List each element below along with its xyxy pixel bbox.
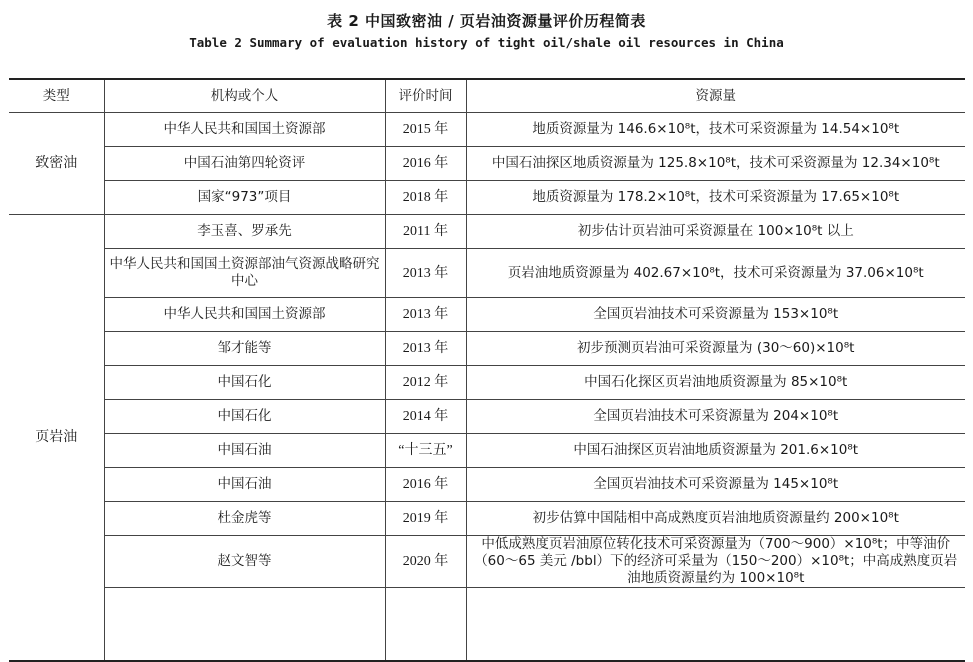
- amount-cell: 全国页岩油技术可采资源量为 145×10⁸t: [466, 468, 965, 502]
- amount-cell: 全国页岩油技术可采资源量为 204×10⁸t: [466, 400, 965, 434]
- amount-cell: 全国页岩油技术可采资源量为 153×10⁸t: [466, 298, 965, 332]
- org-cell: 中国石化: [104, 400, 385, 434]
- amount-cell: [466, 588, 965, 662]
- time-cell: 2019 年: [385, 502, 466, 536]
- org-cell: 中华人民共和国国土资源部: [104, 113, 385, 147]
- time-cell: 2011 年: [385, 215, 466, 249]
- org-cell: 李玉喜、罗承先: [104, 215, 385, 249]
- header-time: 评价时间: [385, 79, 466, 113]
- table-row: [9, 181, 965, 215]
- table-header-row: [9, 79, 965, 113]
- table-row: [9, 434, 965, 468]
- org-cell: 中国石化: [104, 366, 385, 400]
- time-cell: 2016 年: [385, 468, 466, 502]
- time-cell: 2013 年: [385, 332, 466, 366]
- time-cell: “十三五”: [385, 434, 466, 468]
- table-title-en: Table 2 Summary of evaluation history of tight oil/shale oil resources in China: [189, 35, 784, 50]
- amount-cell: 初步估计页岩油可采资源量在 100×10⁸t 以上: [466, 215, 965, 249]
- org-cell: 中华人民共和国国土资源部油气资源战略研究中心: [104, 249, 385, 298]
- org-cell: 中华人民共和国国土资源部: [104, 298, 385, 332]
- amount-cell: 初步估算中国陆相中高成熟度页岩油地质资源量约 200×10⁸t: [466, 502, 965, 536]
- time-cell: 2015 年: [385, 113, 466, 147]
- table-row: [9, 366, 965, 400]
- org-cell: 赵文智等: [104, 536, 385, 588]
- table-row: [9, 332, 965, 366]
- header-amount: 资源量: [466, 79, 965, 113]
- amount-cell: 中国石油探区页岩油地质资源量为 201.6×10⁸t: [466, 434, 965, 468]
- header-org: 机构或个人: [104, 79, 385, 113]
- amount-cell: 页岩油地质资源量为 402.67×10⁸t，技术可采资源量为 37.06×10⁸t: [466, 249, 965, 298]
- amount-cell: 初步预测页岩油可采资源量为 (30～60)×10⁸t: [466, 332, 965, 366]
- org-cell: 中国石油第四轮资评: [104, 147, 385, 181]
- time-cell: 2018 年: [385, 181, 466, 215]
- time-cell: 2016 年: [385, 147, 466, 181]
- table-row: [9, 468, 965, 502]
- amount-cell: 中国石油探区地质资源量为 125.8×10⁸t，技术可采资源量为 12.34×10⁸t: [466, 147, 965, 181]
- category-tight-oil: 致密油: [9, 113, 104, 215]
- time-cell: 2013 年: [385, 298, 466, 332]
- table-row: [9, 400, 965, 434]
- table-row: [9, 536, 965, 588]
- time-cell: 2013 年: [385, 249, 466, 298]
- time-cell: 2014 年: [385, 400, 466, 434]
- time-cell: 2012 年: [385, 366, 466, 400]
- org-cell: 国家“973”项目: [104, 181, 385, 215]
- amount-cell: 地质资源量为 178.2×10⁸t，技术可采资源量为 17.65×10⁸t: [466, 181, 965, 215]
- org-cell: 邹才能等: [104, 332, 385, 366]
- org-cell: 中国石油: [104, 434, 385, 468]
- resource-table: [9, 78, 965, 662]
- table-row: [9, 588, 965, 662]
- time-cell: 2020 年: [385, 536, 466, 588]
- table-row: [9, 147, 965, 181]
- table-title-cn: 表 2 中国致密油 / 页岩油资源量评价历程简表: [327, 12, 646, 30]
- table-row: [9, 502, 965, 536]
- amount-cell: 中国石化探区页岩油地质资源量为 85×10⁸t: [466, 366, 965, 400]
- table-row: [9, 215, 965, 249]
- table-row: [9, 113, 965, 147]
- time-cell: [385, 588, 466, 662]
- table-row: [9, 249, 965, 298]
- org-cell: 杜金虎等: [104, 502, 385, 536]
- table-row: [9, 298, 965, 332]
- category-shale-oil: 页岩油: [9, 215, 104, 662]
- amount-cell: 中低成熟度页岩油原位转化技术可采资源量为（700～900）×10⁸t；中等油价（60～65 美元 /bbl）下的经济可采量为（150～200）×10⁸t；中高成熟度页岩油地质资源量约为 100×10⁸t: [466, 536, 965, 588]
- org-cell: [104, 588, 385, 662]
- header-type: 类型: [9, 79, 104, 113]
- org-cell: 中国石油: [104, 468, 385, 502]
- amount-cell: 地质资源量为 146.6×10⁸t，技术可采资源量为 14.54×10⁸t: [466, 113, 965, 147]
